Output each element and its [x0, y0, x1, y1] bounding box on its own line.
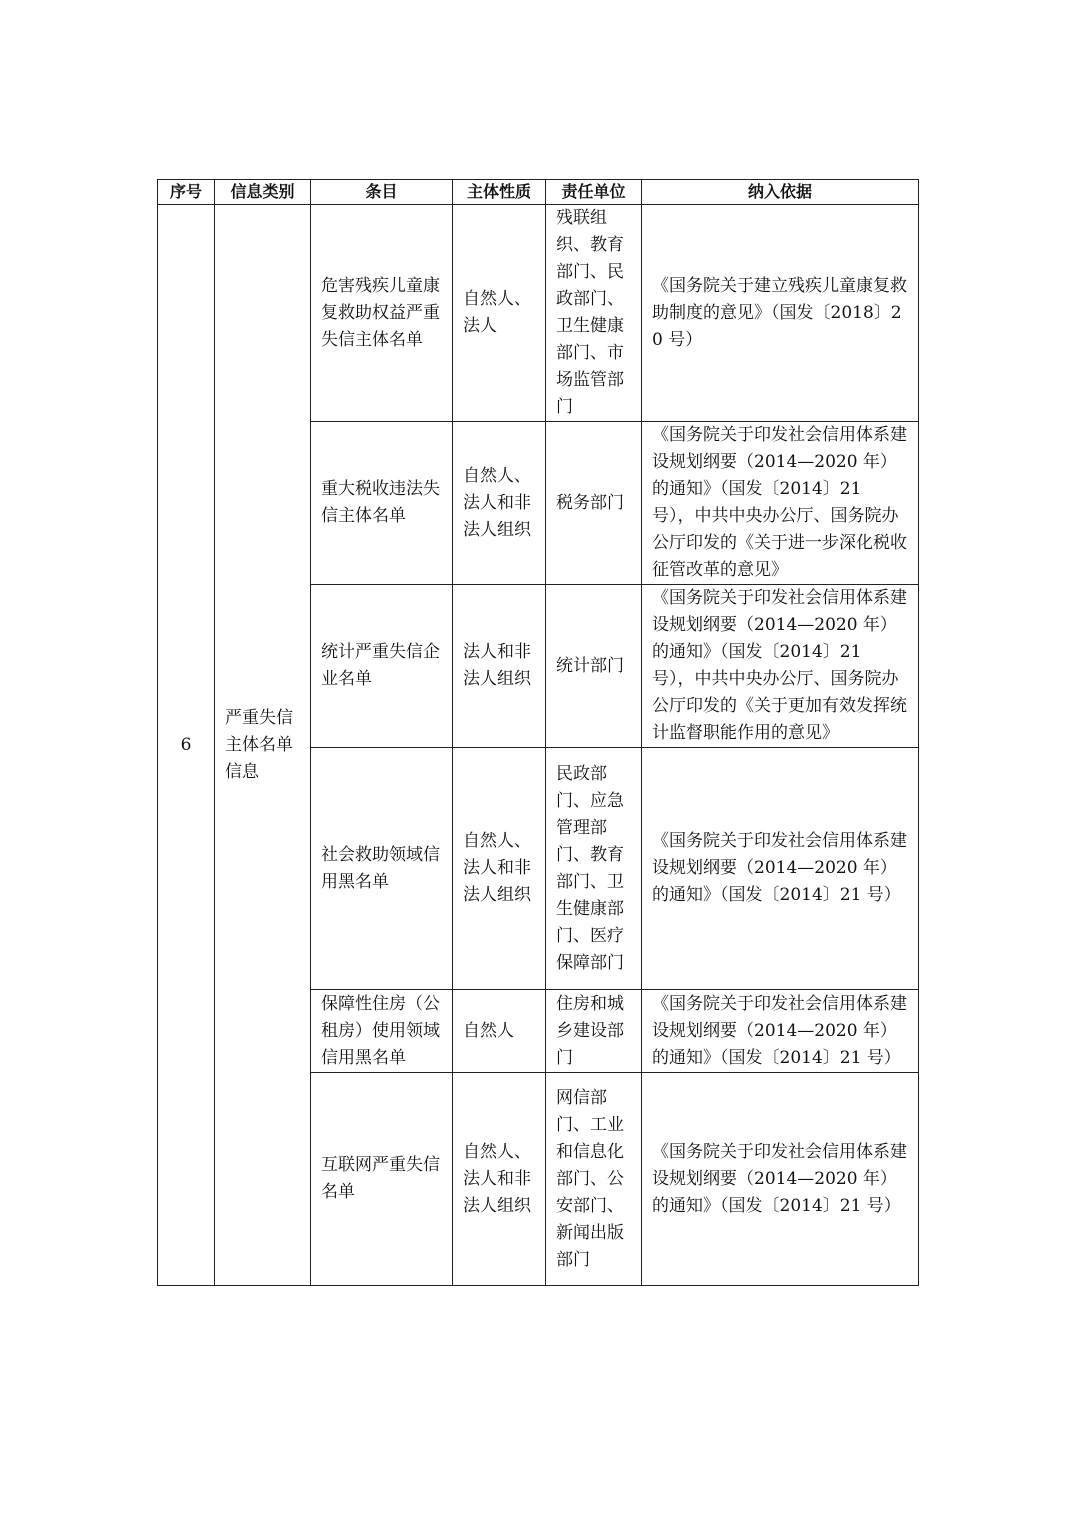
cell-unit: 残联组织、教育部门、民政部门、卫生健康部门、市场监管部门 — [546, 205, 642, 422]
row-number: 6 — [158, 205, 215, 1286]
header-category: 信息类别 — [215, 180, 311, 205]
cell-unit: 住房和城乡建设部门 — [546, 990, 642, 1073]
cell-basis: 《国务院关于印发社会信用体系建设规划纲要（2014—2020 年）的通知》（国发〔2014〕21 号） — [642, 748, 919, 990]
cell-unit: 民政部门、应急管理部门、教育部门、卫生健康部门、医疗保障部门 — [546, 748, 642, 990]
header-subject: 主体性质 — [453, 180, 546, 205]
header-unit: 责任单位 — [546, 180, 642, 205]
cell-basis: 《国务院关于印发社会信用体系建设规划纲要（2014—2020 年）的通知》（国发〔2014〕21 号），中共中央办公厅、国务院办公厅印发的《关于进一步深化税收征管改革的意见》 — [642, 422, 919, 585]
table-row — [158, 205, 919, 422]
cell-unit: 统计部门 — [546, 585, 642, 748]
credit-list-table — [157, 179, 919, 1286]
cell-item: 社会救助领域信用黑名单 — [311, 748, 453, 990]
cell-subject: 自然人、法人和非法人组织 — [453, 1073, 546, 1286]
header-basis: 纳入依据 — [642, 180, 919, 205]
cell-basis: 《国务院关于建立残疾儿童康复救助制度的意见》（国发〔2018〕20 号） — [642, 205, 919, 422]
row-category: 严重失信主体名单信息 — [215, 205, 311, 1286]
cell-subject: 自然人、法人 — [453, 205, 546, 422]
cell-unit: 网信部门、工业和信息化部门、公安部门、新闻出版部门 — [546, 1073, 642, 1286]
table-header-row — [158, 180, 919, 205]
cell-item: 统计严重失信企业名单 — [311, 585, 453, 748]
cell-item: 保障性住房（公租房）使用领域信用黑名单 — [311, 990, 453, 1073]
cell-unit: 税务部门 — [546, 422, 642, 585]
header-item: 条目 — [311, 180, 453, 205]
header-number: 序号 — [158, 180, 215, 205]
cell-basis: 《国务院关于印发社会信用体系建设规划纲要（2014—2020 年）的通知》（国发〔2014〕21 号） — [642, 1073, 919, 1286]
cell-item: 重大税收违法失信主体名单 — [311, 422, 453, 585]
cell-basis: 《国务院关于印发社会信用体系建设规划纲要（2014—2020 年）的通知》（国发〔2014〕21 号） — [642, 990, 919, 1073]
cell-subject: 自然人、法人和非法人组织 — [453, 748, 546, 990]
cell-basis: 《国务院关于印发社会信用体系建设规划纲要（2014—2020 年）的通知》（国发〔2014〕21 号），中共中央办公厅、国务院办公厅印发的《关于更加有效发挥统计监督职能作用的意见》 — [642, 585, 919, 748]
cell-item: 危害残疾儿童康复救助权益严重失信主体名单 — [311, 205, 453, 422]
cell-subject: 自然人 — [453, 990, 546, 1073]
cell-subject: 自然人、法人和非法人组织 — [453, 422, 546, 585]
cell-subject: 法人和非法人组织 — [453, 585, 546, 748]
cell-item: 互联网严重失信名单 — [311, 1073, 453, 1286]
